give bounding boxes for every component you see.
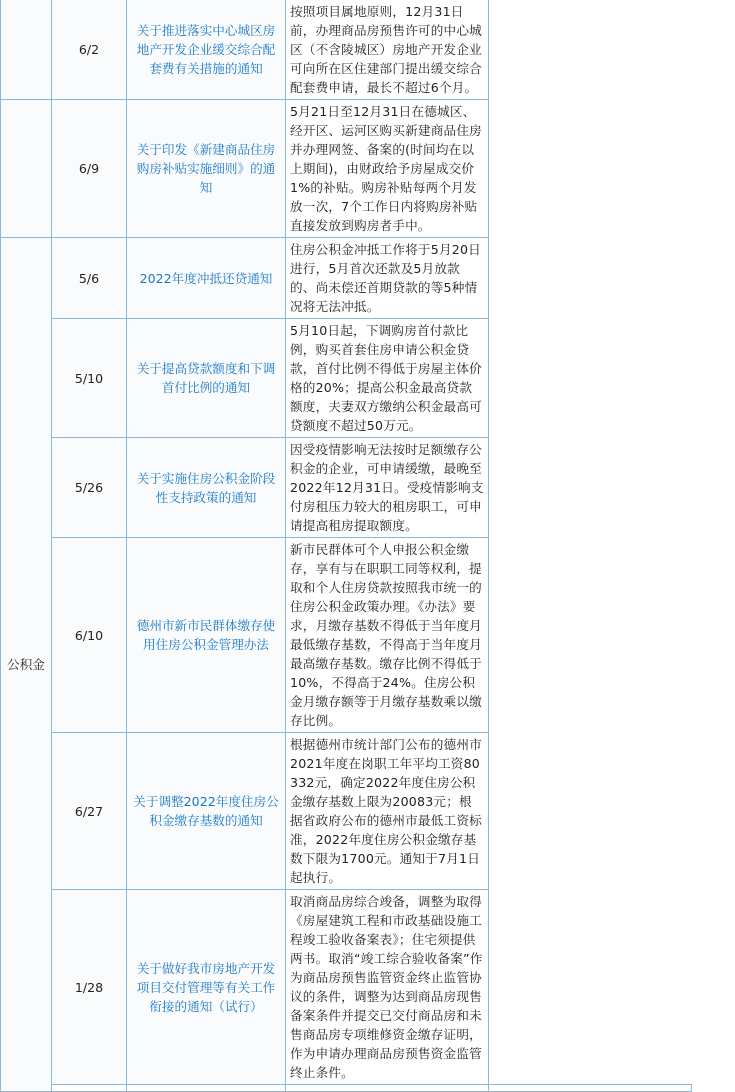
- date-cell: 6/10: [52, 538, 127, 733]
- empty-cell: [52, 1085, 127, 1092]
- table-row: [1, 890, 692, 1085]
- policy-description: 住房公积金冲抵工作将于5月20日进行，5月首次还款及5月放款的、尚未偿还首期贷款的等5种情况将无法冲抵。: [286, 238, 489, 319]
- date-cell: 6/27: [52, 733, 127, 890]
- empty-cell: [489, 1085, 692, 1092]
- policy-description: 因受疫情影响无法按时足额缴存公积金的企业，可申请缓缴，最晚至2022年12月31日。受疫情影响支付房租压力较大的租房职工，可申请提高租房提取额度。: [286, 438, 489, 538]
- category-cell: [1, 100, 52, 238]
- policy-description: 5月21日至12月31日在德城区、经开区、运河区购买新建商品住房并办理网签、备案的(时间均在以上期间)，由财政给予房屋成交价1%的补贴。购房补贴每两个月发放一次，7个工作日内将购房补贴直接发放到购房者手中。: [286, 100, 489, 238]
- date-cell: 6/2: [52, 0, 127, 100]
- policy-description: 取消商品房综合竣备，调整为取得《房屋建筑工程和市政基础设施工程竣工验收备案表》；住宅须提供两书。取消“竣工综合验收备案”作为商品房预售监管资金终止监管协议的条件，调整为达到商品房现售备案条件并提交已交付商品房和未售商品房专项维修资金缴存证明，作为申请办理商品房预售资金监管终止条件。: [286, 890, 489, 1085]
- date-cell: 6/9: [52, 100, 127, 238]
- policy-description: 根据德州市统计部门公布的德州市2021年度在岗职工年平均工资80332元，确定2022年度住房公积金缴存基数上限为20083元；根据省政府公布的德州市最低工资标准，2022年度住房公积金缴存基数下限为1700元。通知于7月1日起执行。: [286, 733, 489, 890]
- policy-title-link[interactable]: 关于实施住房公积金阶段性支持政策的通知: [127, 438, 286, 538]
- policy-description: 5月10日起，下调购房首付款比例，购买首套住房申请公积金贷款，首付比例不得低于房屋主体价格的20%；提高公积金最高贷款额度，夫妻双方缴纳公积金最高可贷额度不超过50万元。: [286, 319, 489, 438]
- category-cell: [1, 0, 52, 100]
- table-row: [1, 733, 692, 890]
- empty-cell: [127, 1085, 286, 1092]
- policy-description: 按照项目属地原则，12月31日前，办理商品房预售许可的中心城区（不含陵城区）房地产开发企业可向所在区住建部门提出缓交综合配套费申请，最长不超过6个月。: [286, 0, 489, 100]
- table-row: [1, 438, 692, 538]
- date-cell: 5/10: [52, 319, 127, 438]
- date-cell: 1/28: [52, 890, 127, 1085]
- table-row: [1, 238, 692, 319]
- policy-title-link[interactable]: 关于提高贷款额度和下调首付比例的通知: [127, 319, 286, 438]
- policy-title-link[interactable]: 2022年度冲抵还贷通知: [127, 238, 286, 319]
- date-cell: 5/26: [52, 438, 127, 538]
- policy-title-link[interactable]: 关于调整2022年度住房公积金缴存基数的通知: [127, 733, 286, 890]
- policy-title-link[interactable]: 关于印发《新建商品住房购房补贴实施细则》的通知: [127, 100, 286, 238]
- policy-title-link[interactable]: 关于做好我市房地产开发项目交付管理等有关工作衔接的通知（试行）: [127, 890, 286, 1085]
- table-row: [1, 319, 692, 438]
- table-row-partial: [1, 1085, 692, 1092]
- category-cell-housing-fund: 公积金: [1, 238, 52, 1092]
- policy-description: 新市民群体可个人申报公积金缴存，享有与在职职工同等权利，提取和个人住房贷款按照我市统一的住房公积金政策办理。《办法》要求，月缴存基数不得低于当年度月最低缴存基数，不得高于当年度月最高缴存基数。缴存比例不得低于10%，不得高于24%。住房公积金月缴存额等于月缴存基数乘以缴存比例。: [286, 538, 489, 733]
- empty-cell: [286, 1085, 489, 1092]
- policy-title-link[interactable]: 关于推进落实中心城区房地产开发企业缓交综合配套费有关措施的通知: [127, 0, 286, 100]
- date-cell: 5/6: [52, 238, 127, 319]
- table-row: [1, 100, 692, 238]
- table-row: [1, 538, 692, 733]
- table-row: [1, 0, 692, 100]
- policy-title-link[interactable]: 德州市新市民群体缴存使用住房公积金管理办法: [127, 538, 286, 733]
